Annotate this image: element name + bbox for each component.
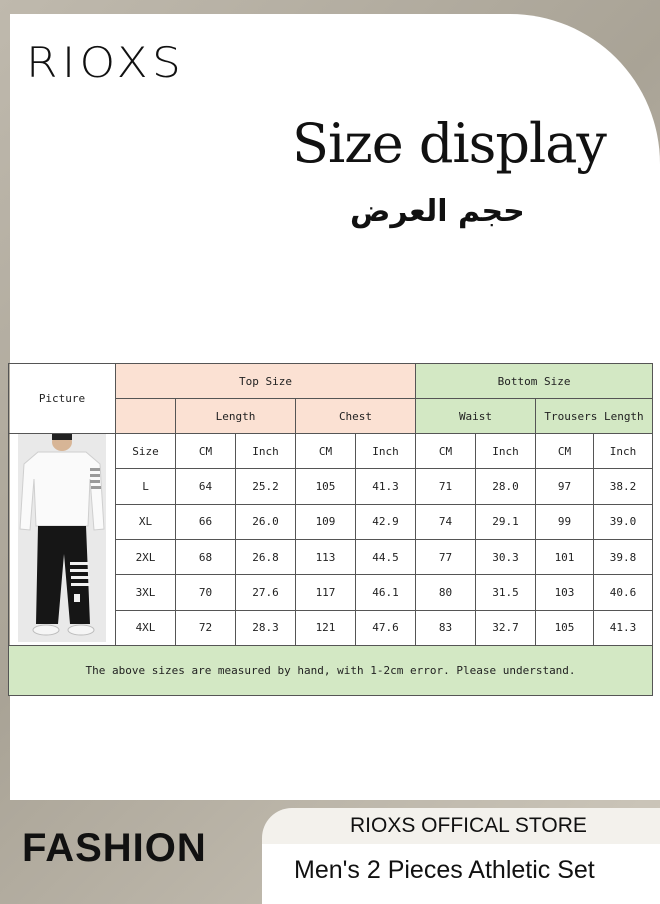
length-inch-cell: 26.8: [236, 539, 296, 574]
size-col-header: Size: [116, 434, 176, 469]
length-cm-cell: 72: [176, 610, 236, 645]
waist-inch-header: Inch: [476, 434, 536, 469]
length-inch-cell: 27.6: [236, 575, 296, 610]
trousers-inch-cell: 41.3: [594, 610, 653, 645]
chest-inch-cell: 41.3: [356, 469, 416, 504]
trousers-length-header: Trousers Length: [536, 399, 653, 434]
blank-header-cell: [116, 399, 176, 434]
size-cell: 4XL: [116, 610, 176, 645]
waist-inch-cell: 32.7: [476, 610, 536, 645]
chest-cm-cell: 105: [296, 469, 356, 504]
size-cell: L: [116, 469, 176, 504]
trousers-cm-cell: 103: [536, 575, 594, 610]
trousers-inch-cell: 38.2: [594, 469, 653, 504]
picture-header: Picture: [9, 364, 116, 434]
chest-cm-cell: 121: [296, 610, 356, 645]
chest-cm-cell: 117: [296, 575, 356, 610]
length-header: Length: [176, 399, 296, 434]
waist-cm-cell: 74: [416, 504, 476, 539]
trousers-cm-header: CM: [536, 434, 594, 469]
length-cm-cell: 68: [176, 539, 236, 574]
size-chart-table: [8, 363, 653, 696]
waist-inch-cell: 29.1: [476, 504, 536, 539]
product-picture: [18, 434, 106, 642]
chest-inch-cell: 42.9: [356, 504, 416, 539]
length-inch-header: Inch: [236, 434, 296, 469]
trousers-inch-cell: 40.6: [594, 575, 653, 610]
waist-header: Waist: [416, 399, 536, 434]
trousers-inch-cell: 39.0: [594, 504, 653, 539]
trousers-cm-cell: 101: [536, 539, 594, 574]
waist-inch-cell: 28.0: [476, 469, 536, 504]
size-cell: XL: [116, 504, 176, 539]
length-cm-header: CM: [176, 434, 236, 469]
chest-cm-header: CM: [296, 434, 356, 469]
chest-header: Chest: [296, 399, 416, 434]
chest-inch-cell: 46.1: [356, 575, 416, 610]
chest-cm-cell: 113: [296, 539, 356, 574]
measurement-note: The above sizes are measured by hand, with 1-2cm error. Please understand.: [9, 646, 653, 696]
waist-inch-cell: 31.5: [476, 575, 536, 610]
waist-inch-cell: 30.3: [476, 539, 536, 574]
length-inch-cell: 25.2: [236, 469, 296, 504]
waist-cm-cell: 83: [416, 610, 476, 645]
chest-inch-cell: 44.5: [356, 539, 416, 574]
trousers-cm-cell: 97: [536, 469, 594, 504]
length-cm-cell: 70: [176, 575, 236, 610]
length-inch-cell: 26.0: [236, 504, 296, 539]
store-name: RIOXS OFFICAL STORE: [350, 814, 587, 837]
waist-cm-cell: 71: [416, 469, 476, 504]
product-name: Men's 2 Pieces Athletic Set: [294, 856, 595, 884]
length-inch-cell: 28.3: [236, 610, 296, 645]
trousers-cm-cell: 105: [536, 610, 594, 645]
brand-logo: RIOXS: [26, 38, 186, 87]
size-cell: 3XL: [116, 575, 176, 610]
page-title: Size display: [292, 112, 606, 175]
trousers-inch-header: Inch: [594, 434, 653, 469]
length-cm-cell: 64: [176, 469, 236, 504]
chest-inch-header: Inch: [356, 434, 416, 469]
bottom-size-header: Bottom Size: [416, 364, 653, 399]
product-picture-cell: [9, 434, 116, 646]
waist-cm-cell: 80: [416, 575, 476, 610]
top-size-header: Top Size: [116, 364, 416, 399]
chest-inch-cell: 47.6: [356, 610, 416, 645]
waist-cm-cell: 77: [416, 539, 476, 574]
length-cm-cell: 66: [176, 504, 236, 539]
chest-cm-cell: 109: [296, 504, 356, 539]
trousers-inch-cell: 39.8: [594, 539, 653, 574]
trousers-cm-cell: 99: [536, 504, 594, 539]
fashion-label: FASHION: [22, 826, 207, 870]
size-cell: 2XL: [116, 539, 176, 574]
waist-cm-header: CM: [416, 434, 476, 469]
page-title-arabic: حجم العرض: [350, 194, 525, 229]
